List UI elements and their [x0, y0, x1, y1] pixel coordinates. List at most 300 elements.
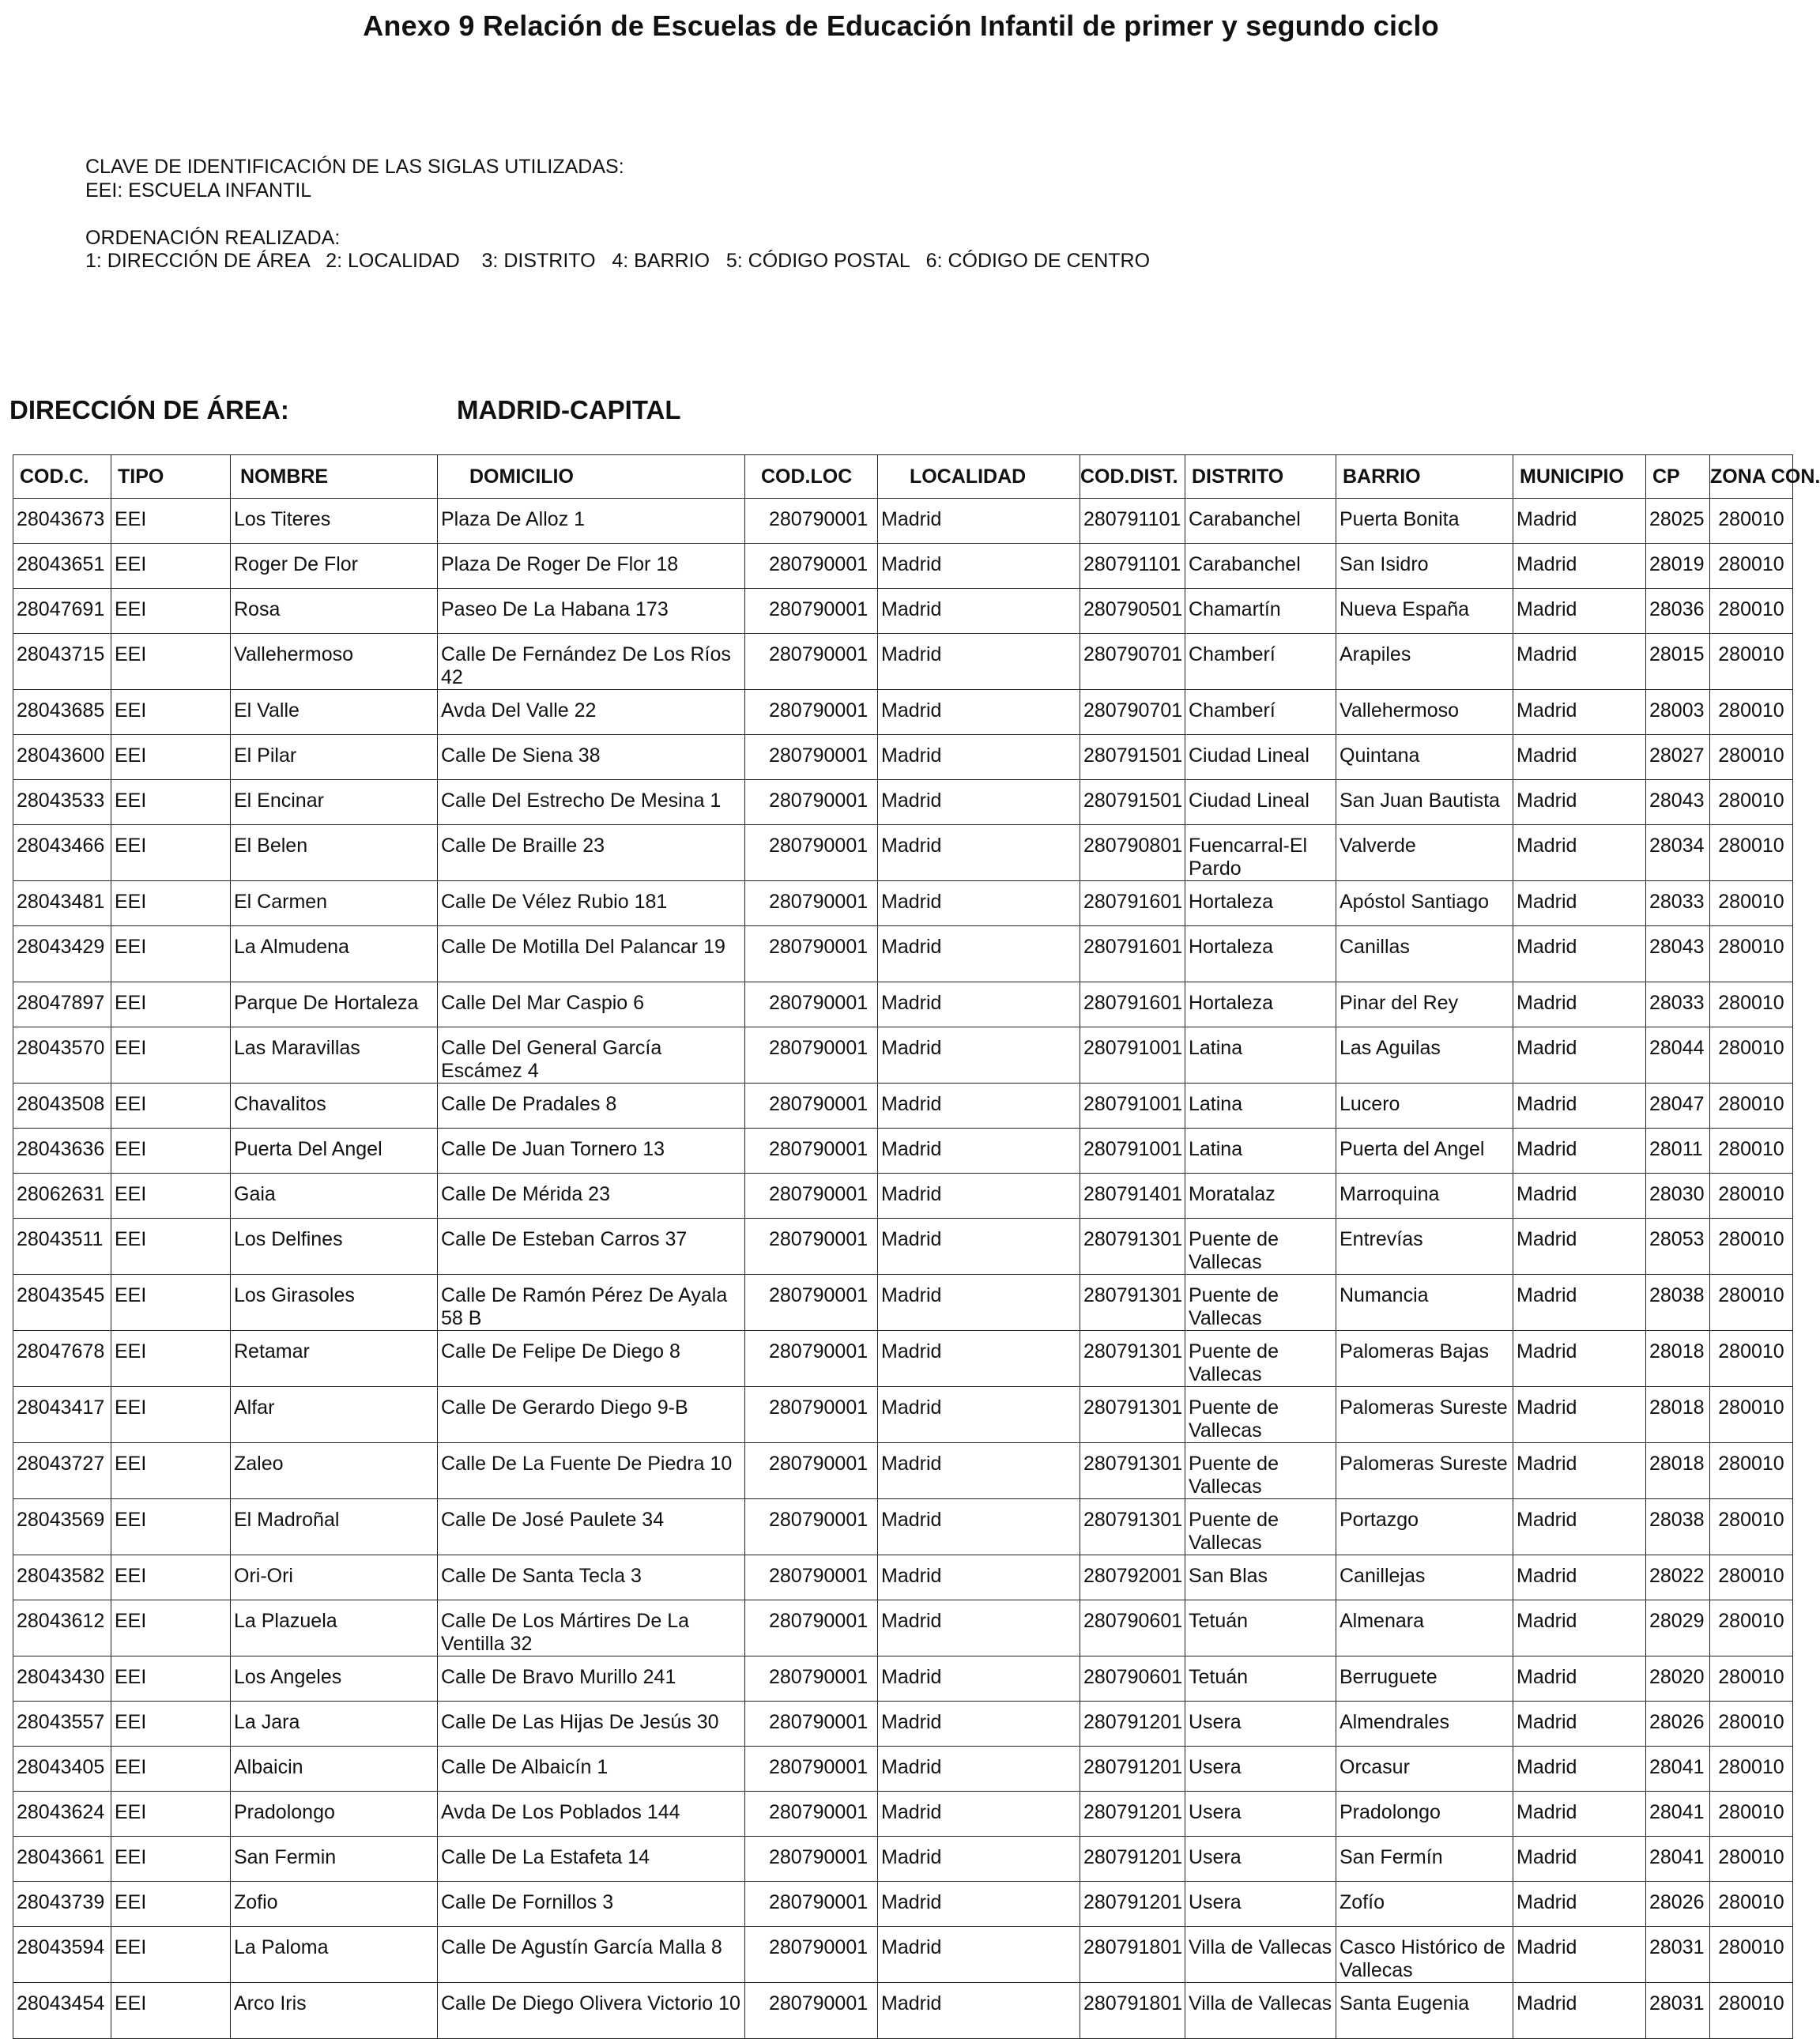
cell-nombre: Las Maravillas	[231, 1027, 438, 1084]
cell-zona-con: 280010	[1710, 1129, 1793, 1174]
cell-municipio: Madrid	[1513, 1084, 1646, 1129]
column-header-barrio: BARRIO	[1336, 455, 1513, 499]
cell-cp: 28031	[1646, 1927, 1710, 1983]
schools-table	[13, 454, 1820, 2039]
cell-localidad: Madrid	[878, 1331, 1080, 1387]
column-header-nombre: NOMBRE	[231, 455, 438, 499]
key-eei: EEI: ESCUELA INFANTIL	[85, 179, 312, 202]
table-row	[13, 1792, 1793, 1837]
cell-zona-con: 280010	[1710, 1219, 1793, 1275]
cell-zona-con: 280010	[1710, 544, 1793, 589]
cell-nombre: Parque De Hortaleza	[231, 982, 438, 1027]
table-row	[13, 825, 1793, 881]
cell-domicilio: Calle De Esteban Carros 37	[438, 1219, 745, 1275]
cell-nombre: Puerta Del Angel	[231, 1129, 438, 1174]
order-heading: ORDENACIÓN REALIZADA:	[85, 227, 341, 249]
cell-municipio: Madrid	[1513, 1387, 1646, 1443]
cell-barrio: Canillejas	[1336, 1555, 1513, 1600]
cell-cod-c: 28043624	[13, 1792, 111, 1837]
column-header-zona-con: ZONA CON.	[1710, 455, 1793, 499]
cell-zona-con: 280010	[1710, 735, 1793, 780]
cell-distrito: Moratalaz	[1185, 1174, 1336, 1219]
cell-barrio: Palomeras Sureste	[1336, 1387, 1513, 1443]
cell-barrio: Lucero	[1336, 1084, 1513, 1129]
cell-cp: 28018	[1646, 1387, 1710, 1443]
column-header-cod-loc: COD.LOC	[745, 455, 878, 499]
cell-nombre: El Encinar	[231, 780, 438, 825]
cell-cp: 28053	[1646, 1219, 1710, 1275]
cell-cod-dist: 280790601	[1080, 1656, 1185, 1702]
table-row	[13, 1882, 1793, 1927]
cell-distrito: Usera	[1185, 1792, 1336, 1837]
cell-domicilio: Calle Del Estrecho De Mesina 1	[438, 780, 745, 825]
cell-barrio: Quintana	[1336, 735, 1513, 780]
cell-zona-con: 280010	[1710, 881, 1793, 926]
cell-cod-loc: 280790001	[745, 1387, 878, 1443]
cell-cod-c: 28043715	[13, 634, 111, 690]
cell-cod-dist: 280790501	[1080, 589, 1185, 634]
cell-cp: 28033	[1646, 881, 1710, 926]
cell-cod-loc: 280790001	[745, 1702, 878, 1747]
cell-municipio: Madrid	[1513, 690, 1646, 735]
cell-distrito: Usera	[1185, 1702, 1336, 1747]
cell-cod-dist: 280791501	[1080, 735, 1185, 780]
table-row	[13, 1219, 1793, 1275]
cell-localidad: Madrid	[878, 1219, 1080, 1275]
cell-tipo: EEI	[111, 825, 231, 881]
cell-municipio: Madrid	[1513, 735, 1646, 780]
cell-zona-con: 280010	[1710, 780, 1793, 825]
cell-cod-c: 28043570	[13, 1027, 111, 1084]
cell-localidad: Madrid	[878, 1747, 1080, 1792]
cell-zona-con: 280010	[1710, 825, 1793, 881]
page-title: Anexo 9 Relación de Escuelas de Educación Infantil de primer y segundo ciclo	[363, 9, 1439, 42]
cell-barrio: Palomeras Bajas	[1336, 1331, 1513, 1387]
cell-municipio: Madrid	[1513, 1837, 1646, 1882]
cell-cod-loc: 280790001	[745, 1747, 878, 1792]
table-row	[13, 982, 1793, 1027]
cell-domicilio: Plaza De Roger De Flor 18	[438, 544, 745, 589]
cell-barrio: Orcasur	[1336, 1747, 1513, 1792]
cell-cp: 28022	[1646, 1555, 1710, 1600]
cell-cp: 28047	[1646, 1084, 1710, 1129]
cell-cod-c: 28043594	[13, 1927, 111, 1983]
cell-municipio: Madrid	[1513, 1331, 1646, 1387]
cell-nombre: El Valle	[231, 690, 438, 735]
cell-cod-loc: 280790001	[745, 1084, 878, 1129]
table-row	[13, 1927, 1793, 1983]
cell-cod-c: 28043612	[13, 1600, 111, 1656]
cell-barrio: San Juan Bautista	[1336, 780, 1513, 825]
column-header-cod-dist: COD.DIST.	[1080, 455, 1185, 499]
cell-localidad: Madrid	[878, 1702, 1080, 1747]
cell-distrito: Chamberí	[1185, 634, 1336, 690]
cell-cod-loc: 280790001	[745, 881, 878, 926]
cell-distrito: Villa de Vallecas	[1185, 1983, 1336, 2039]
cell-cod-c: 28043673	[13, 499, 111, 544]
cell-domicilio: Calle De Braille 23	[438, 825, 745, 881]
cell-municipio: Madrid	[1513, 544, 1646, 589]
cell-zona-con: 280010	[1710, 634, 1793, 690]
cell-barrio: Nueva España	[1336, 589, 1513, 634]
cell-cod-c: 28043454	[13, 1983, 111, 2039]
cell-tipo: EEI	[111, 1387, 231, 1443]
table-row	[13, 780, 1793, 825]
cell-municipio: Madrid	[1513, 825, 1646, 881]
order-list: 1: DIRECCIÓN DE ÁREA 2: LOCALIDAD 3: DISTRITO 4: BARRIO 5: CÓDIGO POSTAL 6: CÓDIGO DE CENTRO	[85, 250, 1151, 272]
cell-barrio: Almendrales	[1336, 1702, 1513, 1747]
table-row	[13, 1656, 1793, 1702]
cell-nombre: Gaia	[231, 1174, 438, 1219]
cell-localidad: Madrid	[878, 1129, 1080, 1174]
table-row	[13, 881, 1793, 926]
cell-nombre: El Carmen	[231, 881, 438, 926]
cell-nombre: Los Angeles	[231, 1656, 438, 1702]
cell-domicilio: Calle De Bravo Murillo 241	[438, 1656, 745, 1702]
cell-zona-con: 280010	[1710, 1983, 1793, 2039]
cell-cod-dist: 280791601	[1080, 982, 1185, 1027]
cell-distrito: Usera	[1185, 1882, 1336, 1927]
cell-domicilio: Avda De Los Poblados 144	[438, 1792, 745, 1837]
column-header-distrito: DISTRITO	[1185, 455, 1336, 499]
cell-domicilio: Calle De Fernández De Los Ríos 42	[438, 634, 745, 690]
cell-cp: 28038	[1646, 1275, 1710, 1331]
cell-cod-c: 28043685	[13, 690, 111, 735]
cell-cod-loc: 280790001	[745, 1555, 878, 1600]
cell-cp: 28041	[1646, 1792, 1710, 1837]
cell-municipio: Madrid	[1513, 1443, 1646, 1499]
cell-cp: 28043	[1646, 926, 1710, 982]
cell-domicilio: Calle De José Paulete 34	[438, 1499, 745, 1555]
cell-cod-dist: 280791001	[1080, 1129, 1185, 1174]
cell-localidad: Madrid	[878, 1555, 1080, 1600]
cell-nombre: Los Girasoles	[231, 1275, 438, 1331]
cell-cod-dist: 280791201	[1080, 1837, 1185, 1882]
cell-barrio: Las Aguilas	[1336, 1027, 1513, 1084]
cell-cp: 28036	[1646, 589, 1710, 634]
cell-cp: 28030	[1646, 1174, 1710, 1219]
cell-zona-con: 280010	[1710, 1747, 1793, 1792]
table-row	[13, 735, 1793, 780]
cell-municipio: Madrid	[1513, 1499, 1646, 1555]
cell-zona-con: 280010	[1710, 1600, 1793, 1656]
cell-tipo: EEI	[111, 1702, 231, 1747]
cell-cod-dist: 280791201	[1080, 1792, 1185, 1837]
cell-cp: 28034	[1646, 825, 1710, 881]
cell-cod-c: 28043739	[13, 1882, 111, 1927]
cell-municipio: Madrid	[1513, 1702, 1646, 1747]
cell-localidad: Madrid	[878, 881, 1080, 926]
table-row	[13, 544, 1793, 589]
cell-cod-c: 28043636	[13, 1129, 111, 1174]
cell-distrito: Puente de Vallecas	[1185, 1499, 1336, 1555]
cell-cod-dist: 280791301	[1080, 1331, 1185, 1387]
cell-tipo: EEI	[111, 1331, 231, 1387]
cell-cod-dist: 280791501	[1080, 780, 1185, 825]
cell-cod-loc: 280790001	[745, 1331, 878, 1387]
cell-municipio: Madrid	[1513, 1927, 1646, 1983]
cell-localidad: Madrid	[878, 1792, 1080, 1837]
cell-cod-loc: 280790001	[745, 1983, 878, 2039]
cell-cp: 28031	[1646, 1983, 1710, 2039]
cell-distrito: Tetuán	[1185, 1600, 1336, 1656]
cell-municipio: Madrid	[1513, 499, 1646, 544]
cell-cp: 28020	[1646, 1656, 1710, 1702]
cell-cod-dist: 280791301	[1080, 1387, 1185, 1443]
cell-localidad: Madrid	[878, 1027, 1080, 1084]
cell-domicilio: Calle De Motilla Del Palancar 19	[438, 926, 745, 982]
cell-cod-loc: 280790001	[745, 1792, 878, 1837]
cell-tipo: EEI	[111, 634, 231, 690]
cell-cod-loc: 280790001	[745, 825, 878, 881]
cell-municipio: Madrid	[1513, 1027, 1646, 1084]
cell-nombre: Chavalitos	[231, 1084, 438, 1129]
cell-distrito: Puente de Vallecas	[1185, 1331, 1336, 1387]
cell-cod-dist: 280791101	[1080, 544, 1185, 589]
cell-distrito: Puente de Vallecas	[1185, 1219, 1336, 1275]
cell-cod-dist: 280791801	[1080, 1927, 1185, 1983]
table-row	[13, 1275, 1793, 1331]
cell-barrio: San Fermín	[1336, 1837, 1513, 1882]
table-row	[13, 690, 1793, 735]
cell-cod-dist: 280790701	[1080, 690, 1185, 735]
cell-cod-dist: 280791101	[1080, 499, 1185, 544]
cell-cod-dist: 280791301	[1080, 1275, 1185, 1331]
cell-tipo: EEI	[111, 1219, 231, 1275]
cell-zona-con: 280010	[1710, 926, 1793, 982]
cell-cod-c: 28043651	[13, 544, 111, 589]
cell-barrio: Numancia	[1336, 1275, 1513, 1331]
cell-cod-loc: 280790001	[745, 1443, 878, 1499]
cell-zona-con: 280010	[1710, 690, 1793, 735]
cell-cod-c: 28043600	[13, 735, 111, 780]
cell-tipo: EEI	[111, 1275, 231, 1331]
cell-tipo: EEI	[111, 1084, 231, 1129]
cell-nombre: El Belen	[231, 825, 438, 881]
cell-barrio: Portazgo	[1336, 1499, 1513, 1555]
cell-cod-loc: 280790001	[745, 1882, 878, 1927]
cell-cod-c: 28043405	[13, 1747, 111, 1792]
table-row	[13, 589, 1793, 634]
cell-tipo: EEI	[111, 926, 231, 982]
cell-distrito: Tetuán	[1185, 1656, 1336, 1702]
cell-municipio: Madrid	[1513, 1600, 1646, 1656]
cell-nombre: La Paloma	[231, 1927, 438, 1983]
cell-cod-c: 28043545	[13, 1275, 111, 1331]
cell-zona-con: 280010	[1710, 1499, 1793, 1555]
cell-cod-c: 28043417	[13, 1387, 111, 1443]
cell-cp: 28043	[1646, 780, 1710, 825]
cell-domicilio: Calle Del General García Escámez 4	[438, 1027, 745, 1084]
cell-cp: 28003	[1646, 690, 1710, 735]
cell-domicilio: Calle De Agustín García Malla 8	[438, 1927, 745, 1983]
cell-zona-con: 280010	[1710, 1555, 1793, 1600]
cell-distrito: Puente de Vallecas	[1185, 1387, 1336, 1443]
cell-cp: 28026	[1646, 1702, 1710, 1747]
cell-municipio: Madrid	[1513, 1656, 1646, 1702]
cell-cod-dist: 280791401	[1080, 1174, 1185, 1219]
cell-municipio: Madrid	[1513, 1174, 1646, 1219]
cell-tipo: EEI	[111, 1174, 231, 1219]
cell-distrito: Fuencarral-El Pardo	[1185, 825, 1336, 881]
cell-cod-dist: 280791201	[1080, 1702, 1185, 1747]
cell-cp: 28011	[1646, 1129, 1710, 1174]
cell-cod-loc: 280790001	[745, 1027, 878, 1084]
cell-distrito: Puente de Vallecas	[1185, 1443, 1336, 1499]
cell-localidad: Madrid	[878, 1656, 1080, 1702]
cell-cp: 28018	[1646, 1443, 1710, 1499]
cell-zona-con: 280010	[1710, 1174, 1793, 1219]
cell-domicilio: Calle De Albaicín 1	[438, 1747, 745, 1792]
cell-barrio: Berruguete	[1336, 1656, 1513, 1702]
cell-barrio: Entrevías	[1336, 1219, 1513, 1275]
cell-localidad: Madrid	[878, 690, 1080, 735]
cell-cp: 28019	[1646, 544, 1710, 589]
cell-barrio: Pinar del Rey	[1336, 982, 1513, 1027]
cell-cod-c: 28043727	[13, 1443, 111, 1499]
cell-nombre: El Madroñal	[231, 1499, 438, 1555]
cell-distrito: Hortaleza	[1185, 926, 1336, 982]
cell-tipo: EEI	[111, 690, 231, 735]
cell-domicilio: Calle De La Estafeta 14	[438, 1837, 745, 1882]
cell-localidad: Madrid	[878, 780, 1080, 825]
cell-cod-dist: 280791201	[1080, 1882, 1185, 1927]
cell-cod-loc: 280790001	[745, 1927, 878, 1983]
cell-cod-c: 28043511	[13, 1219, 111, 1275]
cell-nombre: Los Titeres	[231, 499, 438, 544]
cell-cod-c: 28047678	[13, 1331, 111, 1387]
cell-zona-con: 280010	[1710, 1443, 1793, 1499]
cell-domicilio: Calle De Pradales 8	[438, 1084, 745, 1129]
key-heading: CLAVE DE IDENTIFICACIÓN DE LAS SIGLAS UTILIZADAS:	[85, 156, 624, 178]
cell-distrito: Villa de Vallecas	[1185, 1927, 1336, 1983]
cell-municipio: Madrid	[1513, 780, 1646, 825]
cell-cod-dist: 280790801	[1080, 825, 1185, 881]
cell-zona-con: 280010	[1710, 499, 1793, 544]
cell-tipo: EEI	[111, 544, 231, 589]
table-row	[13, 1027, 1793, 1084]
cell-cod-loc: 280790001	[745, 735, 878, 780]
cell-barrio: Vallehermoso	[1336, 690, 1513, 735]
cell-distrito: Chamartín	[1185, 589, 1336, 634]
cell-tipo: EEI	[111, 1656, 231, 1702]
cell-zona-con: 280010	[1710, 1084, 1793, 1129]
cell-localidad: Madrid	[878, 589, 1080, 634]
cell-municipio: Madrid	[1513, 1882, 1646, 1927]
cell-cod-dist: 280791001	[1080, 1027, 1185, 1084]
cell-localidad: Madrid	[878, 1443, 1080, 1499]
cell-cod-c: 28047897	[13, 982, 111, 1027]
cell-nombre: Alfar	[231, 1387, 438, 1443]
cell-domicilio: Calle De Juan Tornero 13	[438, 1129, 745, 1174]
cell-cp: 28041	[1646, 1837, 1710, 1882]
column-header-localidad: LOCALIDAD	[878, 455, 1080, 499]
cell-barrio: Arapiles	[1336, 634, 1513, 690]
cell-tipo: EEI	[111, 1927, 231, 1983]
cell-tipo: EEI	[111, 1555, 231, 1600]
cell-cod-loc: 280790001	[745, 1600, 878, 1656]
cell-cod-c: 28043466	[13, 825, 111, 881]
cell-zona-con: 280010	[1710, 1387, 1793, 1443]
cell-cod-dist: 280792001	[1080, 1555, 1185, 1600]
cell-nombre: Los Delfines	[231, 1219, 438, 1275]
cell-cod-loc: 280790001	[745, 1129, 878, 1174]
cell-cp: 28027	[1646, 735, 1710, 780]
cell-cod-dist: 280791301	[1080, 1219, 1185, 1275]
cell-cod-c: 28043429	[13, 926, 111, 982]
cell-tipo: EEI	[111, 1792, 231, 1837]
cell-cp: 28018	[1646, 1331, 1710, 1387]
cell-domicilio: Calle De Mérida 23	[438, 1174, 745, 1219]
cell-municipio: Madrid	[1513, 1129, 1646, 1174]
cell-cod-loc: 280790001	[745, 926, 878, 982]
cell-domicilio: Calle De Fornillos 3	[438, 1882, 745, 1927]
table-row	[13, 1837, 1793, 1882]
cell-cod-loc: 280790001	[745, 1174, 878, 1219]
cell-zona-con: 280010	[1710, 1882, 1793, 1927]
cell-nombre: Arco Iris	[231, 1983, 438, 2039]
cell-domicilio: Calle De Las Hijas De Jesús 30	[438, 1702, 745, 1747]
cell-distrito: Carabanchel	[1185, 499, 1336, 544]
cell-cod-dist: 280791001	[1080, 1084, 1185, 1129]
cell-cod-loc: 280790001	[745, 690, 878, 735]
cell-distrito: Chamberí	[1185, 690, 1336, 735]
cell-domicilio: Calle De La Fuente De Piedra 10	[438, 1443, 745, 1499]
cell-localidad: Madrid	[878, 1499, 1080, 1555]
cell-cod-c: 28043661	[13, 1837, 111, 1882]
cell-tipo: EEI	[111, 1837, 231, 1882]
cell-localidad: Madrid	[878, 1084, 1080, 1129]
cell-cod-dist: 280791601	[1080, 926, 1185, 982]
cell-cp: 28026	[1646, 1882, 1710, 1927]
cell-zona-con: 280010	[1710, 589, 1793, 634]
cell-nombre: El Pilar	[231, 735, 438, 780]
cell-zona-con: 280010	[1710, 1792, 1793, 1837]
cell-cod-loc: 280790001	[745, 589, 878, 634]
cell-cod-loc: 280790001	[745, 544, 878, 589]
cell-localidad: Madrid	[878, 1387, 1080, 1443]
cell-tipo: EEI	[111, 1129, 231, 1174]
area-label: DIRECCIÓN DE ÁREA:	[9, 395, 289, 424]
cell-zona-con: 280010	[1710, 1656, 1793, 1702]
cell-domicilio: Paseo De La Habana 173	[438, 589, 745, 634]
cell-localidad: Madrid	[878, 735, 1080, 780]
cell-domicilio: Calle De Diego Olivera Victorio 10	[438, 1983, 745, 2039]
column-header-municipio: MUNICIPIO	[1513, 455, 1646, 499]
cell-nombre: La Almudena	[231, 926, 438, 982]
cell-localidad: Madrid	[878, 825, 1080, 881]
cell-cod-dist: 280791301	[1080, 1443, 1185, 1499]
cell-domicilio: Calle De Gerardo Diego 9-B	[438, 1387, 745, 1443]
cell-municipio: Madrid	[1513, 926, 1646, 982]
cell-tipo: EEI	[111, 735, 231, 780]
cell-cod-loc: 280790001	[745, 780, 878, 825]
cell-nombre: Pradolongo	[231, 1792, 438, 1837]
cell-tipo: EEI	[111, 1983, 231, 2039]
cell-nombre: La Jara	[231, 1702, 438, 1747]
cell-cod-c: 28062631	[13, 1174, 111, 1219]
cell-tipo: EEI	[111, 1443, 231, 1499]
table-row	[13, 1555, 1793, 1600]
table-row	[13, 1443, 1793, 1499]
column-header-domicilio: DOMICILIO	[438, 455, 745, 499]
cell-barrio: Canillas	[1336, 926, 1513, 982]
cell-nombre: Roger De Flor	[231, 544, 438, 589]
cell-domicilio: Calle De Santa Tecla 3	[438, 1555, 745, 1600]
cell-cod-dist: 280791801	[1080, 1983, 1185, 2039]
cell-localidad: Madrid	[878, 544, 1080, 589]
cell-localidad: Madrid	[878, 634, 1080, 690]
